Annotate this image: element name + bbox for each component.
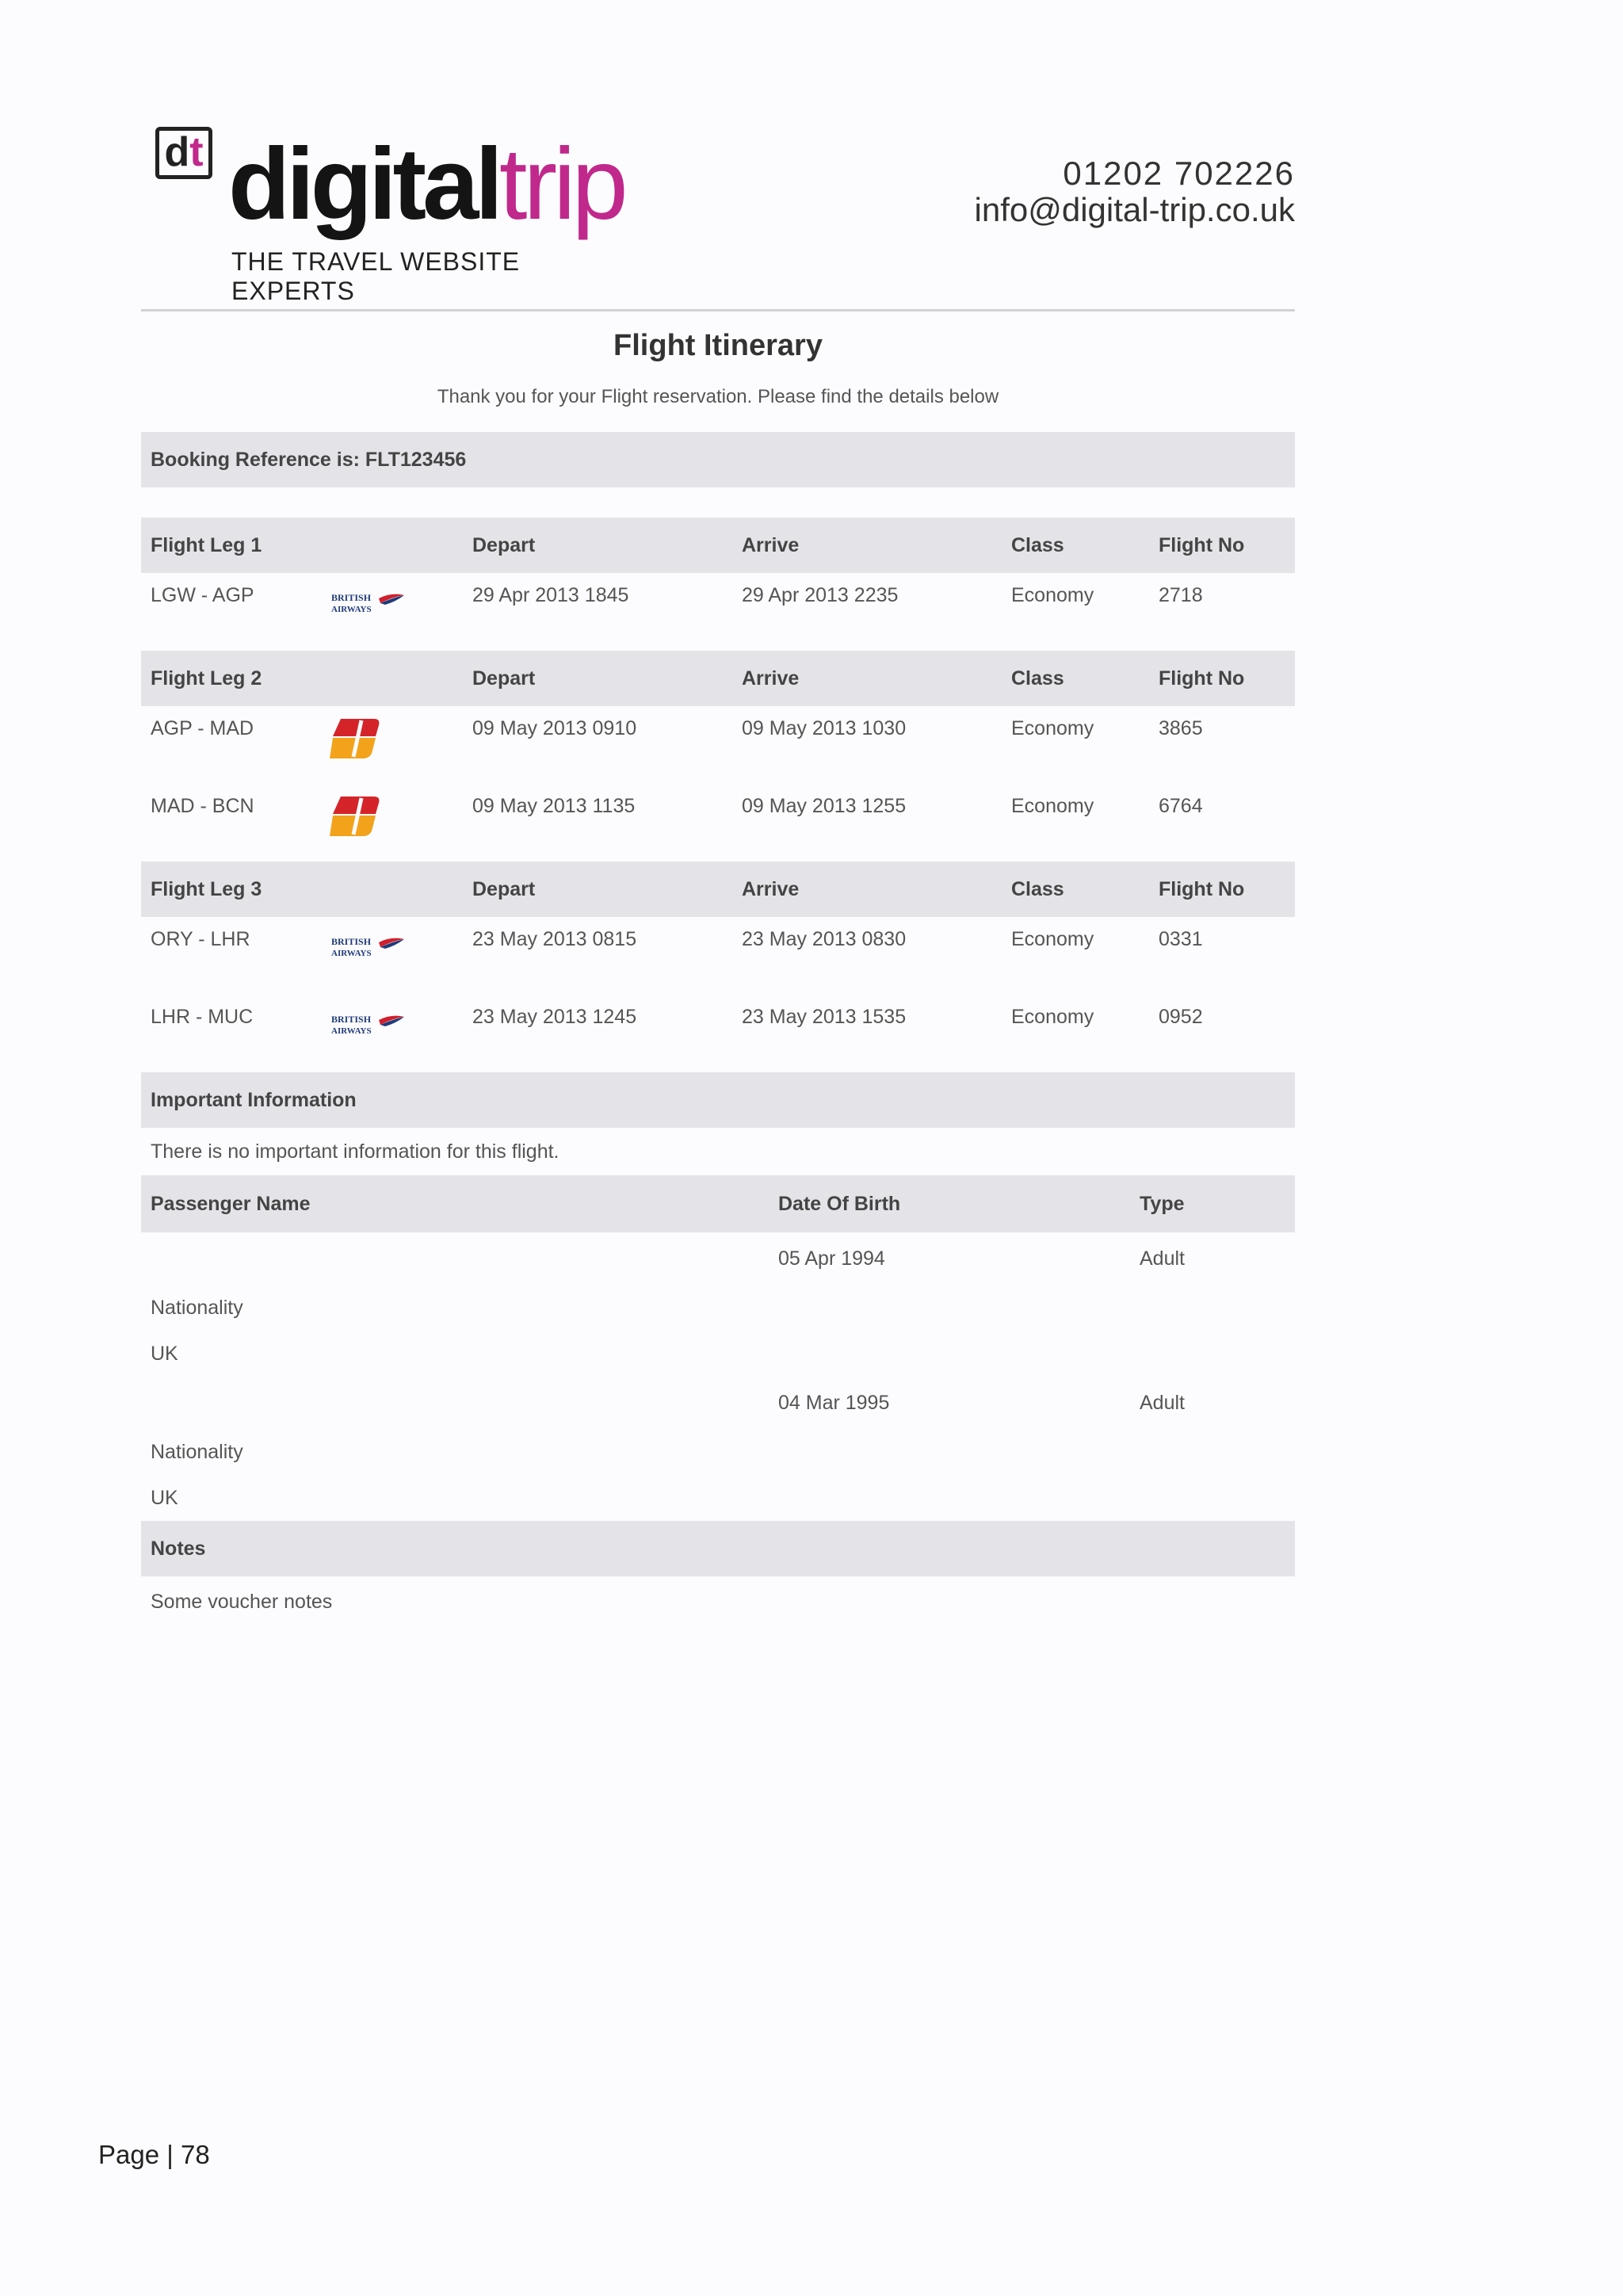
depart-time: 09 May 2013 1135 (472, 795, 636, 817)
class-header: Class (1002, 518, 1149, 573)
leg-header (141, 518, 1295, 573)
passenger-dob: 05 Apr 1994 (778, 1247, 885, 1270)
arrive-header: Arrive (732, 651, 1002, 706)
nationality-label: Nationality (151, 1441, 243, 1463)
arrive-time: 23 May 2013 0830 (742, 928, 907, 950)
page-title: Flight Itinerary (613, 329, 823, 362)
flight-segment-row (141, 706, 1295, 784)
svg-text:BRITISH: BRITISH (331, 1014, 372, 1025)
depart-header: Depart (463, 861, 732, 917)
flight-no-header: Flight No (1149, 861, 1295, 917)
flight-segment-row (141, 995, 1295, 1072)
svg-text:AIRWAYS: AIRWAYS (331, 949, 372, 958)
email-address: info@digital-trip.co.uk (974, 191, 1295, 228)
passengers-table-cont (141, 1377, 1295, 1429)
leg-label: Flight Leg 3 (141, 861, 463, 917)
flight-number: 3865 (1159, 717, 1203, 739)
contact-block (975, 155, 1295, 228)
leg-label: Flight Leg 2 (141, 651, 463, 706)
phone-number: 01202 702226 (1063, 155, 1295, 192)
travel-class: Economy (1011, 1006, 1094, 1028)
flight-no-header: Flight No (1149, 518, 1295, 573)
british-airways-logo (330, 1009, 406, 1041)
passenger-name (141, 1377, 769, 1429)
travel-class: Economy (1011, 795, 1094, 817)
svg-text:AIRWAYS: AIRWAYS (331, 605, 372, 614)
digitaltrip-logo (155, 119, 647, 305)
class-header: Class (1002, 651, 1149, 706)
depart-time: 23 May 2013 1245 (472, 1006, 637, 1028)
arrive-header: Arrive (732, 518, 1002, 573)
nationality-value: UK (151, 1487, 178, 1509)
header (141, 111, 1295, 309)
depart-time: 23 May 2013 0815 (472, 928, 637, 950)
header-divider (141, 309, 1295, 311)
route: AGP - MAD (151, 717, 254, 739)
tagline: THE TRAVEL WEBSITE EXPERTS (231, 247, 521, 305)
arrive-header: Arrive (732, 861, 1002, 917)
flight-number: 0952 (1159, 1006, 1203, 1028)
important-info-heading: Important Information (141, 1072, 1295, 1128)
passenger-row (141, 1232, 1295, 1285)
dob-header: Date Of Birth (769, 1175, 1130, 1232)
british-airways-logo (330, 587, 406, 619)
important-info-text: There is no important information for this flight. (151, 1140, 559, 1163)
route: MAD - BCN (151, 795, 254, 817)
nationality-value: UK (151, 1343, 178, 1365)
travel-class: Economy (1011, 584, 1094, 606)
passengers-header (141, 1175, 1295, 1232)
svg-text:AIRWAYS: AIRWAYS (331, 1026, 372, 1036)
flight-legs-table (141, 518, 1295, 1072)
passenger-type: Adult (1140, 1247, 1185, 1270)
page-number: Page | 78 (98, 2140, 210, 2169)
page-subtitle: Thank you for your Flight reservation. Please find the details below (437, 386, 999, 407)
type-header: Type (1130, 1175, 1295, 1232)
arrive-time: 29 Apr 2013 2235 (742, 584, 899, 606)
flight-number: 6764 (1159, 795, 1203, 817)
travel-class: Economy (1011, 928, 1094, 950)
passenger-name-header: Passenger Name (141, 1175, 769, 1232)
iberia-logo (330, 795, 382, 839)
depart-time: 09 May 2013 0910 (472, 717, 637, 739)
arrive-time: 09 May 2013 1255 (742, 795, 907, 817)
depart-header: Depart (463, 518, 732, 573)
itinerary-sheet (141, 111, 1295, 1627)
passenger-dob: 04 Mar 1995 (778, 1391, 890, 1414)
depart-time: 29 Apr 2013 1845 (472, 584, 629, 606)
class-header: Class (1002, 861, 1149, 917)
passenger-row (141, 1377, 1295, 1429)
leg-header (141, 861, 1295, 917)
flight-segment-row (141, 917, 1295, 995)
notes-heading: Notes (141, 1521, 1295, 1576)
flight-number: 0331 (1159, 928, 1203, 950)
flight-segment-row (141, 573, 1295, 651)
route: ORY - LHR (151, 928, 250, 950)
arrive-time: 23 May 2013 1535 (742, 1006, 907, 1028)
passenger-name (141, 1232, 769, 1285)
notes-text: Some voucher notes (151, 1591, 333, 1613)
route: LHR - MUC (151, 1006, 254, 1028)
travel-class: Economy (1011, 717, 1094, 739)
leg-header (141, 651, 1295, 706)
flight-number: 2718 (1159, 584, 1203, 606)
leg-label: Flight Leg 1 (141, 518, 463, 573)
route: LGW - AGP (151, 584, 254, 606)
flight-no-header: Flight No (1149, 651, 1295, 706)
flight-segment-row (141, 784, 1295, 861)
passengers-table (141, 1175, 1295, 1285)
passenger-type: Adult (1140, 1391, 1185, 1414)
dt-logo-box: dt (155, 127, 212, 179)
svg-text:BRITISH: BRITISH (331, 936, 372, 947)
iberia-logo (330, 717, 382, 762)
svg-text:BRITISH: BRITISH (331, 592, 372, 603)
arrive-time: 09 May 2013 1030 (742, 717, 907, 739)
depart-header: Depart (463, 651, 732, 706)
british-airways-logo (330, 931, 406, 963)
booking-reference: Booking Reference is: FLT123456 (141, 432, 1295, 487)
nationality-label: Nationality (151, 1297, 243, 1319)
wordmark: digitaltrip (228, 128, 624, 241)
